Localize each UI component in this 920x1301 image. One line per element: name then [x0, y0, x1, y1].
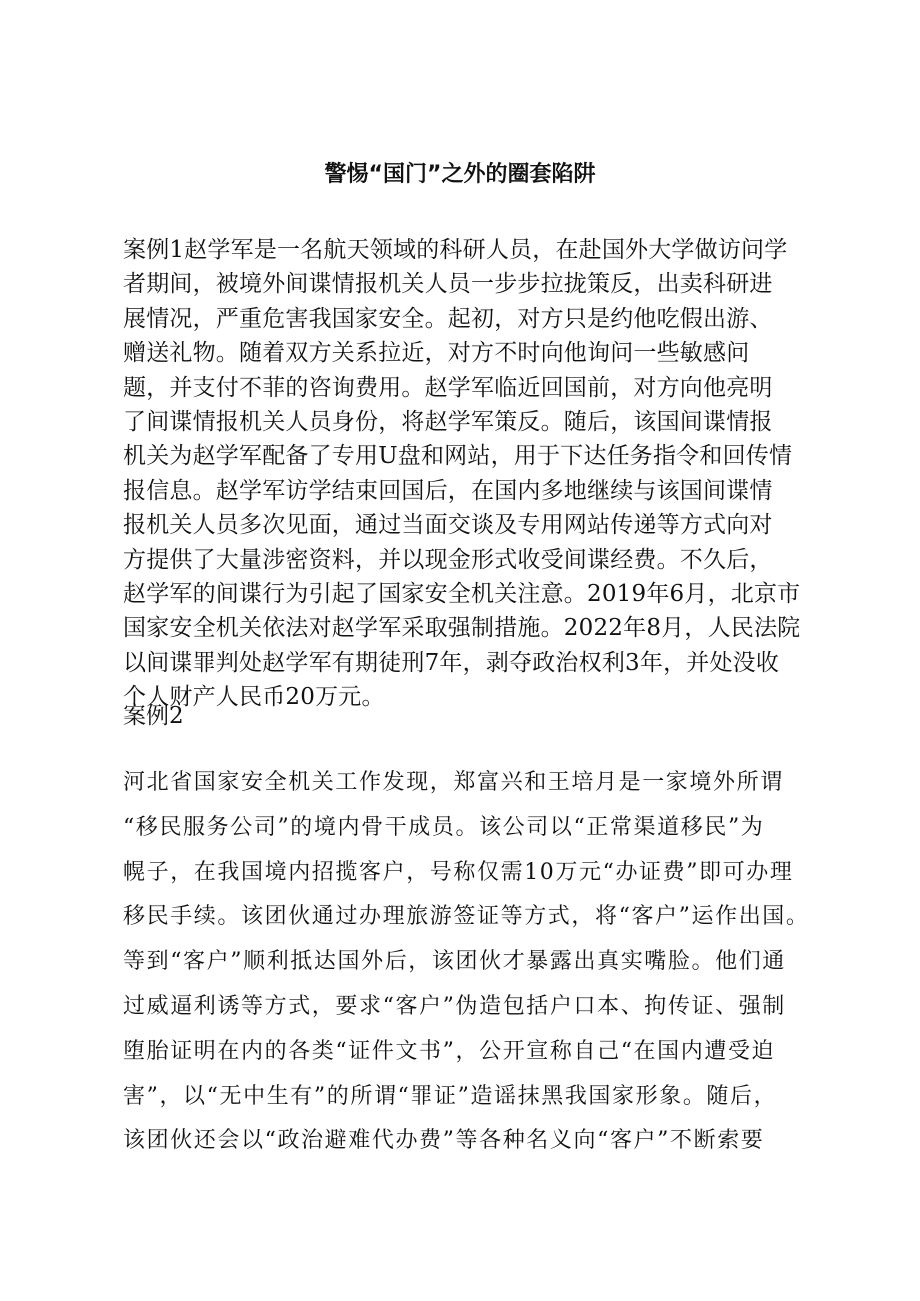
case1-line: 展情况，严重危害我国家安全。起初，对方只是约他吃假出游、 — [123, 305, 773, 332]
case1-line: 赠送礼物。随着双方关系拉近，对方不时向他询问一些敏感问 — [123, 340, 750, 367]
case2-line: 幌子，在我国境内招揽客户，号称仅需10万元“办证费”即可办理 — [123, 859, 794, 885]
case2-heading: 案例2 — [123, 703, 184, 729]
case1-line: 报机关人员多次见面，通过当面交谈及专用网站传递等方式向对 — [123, 512, 773, 539]
case1-line: 国家安全机关依法对赵学军采取强制措施。2022年8月，人民法院 — [123, 615, 801, 642]
case1-line: 赵学军的间谍行为引起了国家安全机关注意。2019年6月，北京市 — [123, 581, 801, 608]
case1-line: 机关为赵学军配备了专用U盘和网站，用于下达任务指令和回传情 — [123, 443, 793, 470]
case2-line: 过威逼利诱等方式，要求“客户”伪造包括户口本、拘传证、强制 — [123, 993, 786, 1019]
case1-line: 案例1赵学军是一名航天领域的科研人员，在赴国外大学做访问学 — [123, 237, 788, 263]
case1-line: 个人财产人民币20万元。 — [123, 684, 385, 711]
document-title: 警惕“国门”之外的圈套陷阱 — [324, 162, 596, 187]
case1-line: 方提供了大量涉密资料，并以现金形式收受间谍经费。不久后， — [123, 546, 773, 573]
case2-line: “移民服务公司”的境内骨干成员。该公司以“正常渠道移民”为 — [123, 814, 765, 840]
case1-line: 题，并支付不菲的咨询费用。赵学军临近回国前，对方向他亮明 — [123, 374, 773, 401]
case1-line: 以间谍罪判处赵学军有期徒刑7年，剥夺政治权利3年，并处没收 — [123, 649, 780, 676]
case2-line: 害”，以“无中生有”的所谓“罪证”造谣抹黑我国家形象。随后， — [123, 1083, 778, 1109]
case2-line: 等到“客户”顺利抵达国外后，该团伙才暴露出真实嘴脸。他们通 — [123, 949, 786, 975]
case1-line: 报信息。赵学军访学结束回国后，在国内多地继续与该国间谍情 — [123, 477, 773, 504]
case1-line: 了间谍情报机关人员身份，将赵学军策反。随后，该国间谍情报 — [123, 409, 773, 436]
case1-paragraph — [123, 233, 801, 715]
case1-line: 者期间，被境外间谍情报机关人员一步步拉拢策反，出卖科研进 — [123, 271, 773, 298]
case2-line: 河北省国家安全机关工作发现，郑富兴和王培月是一家境外所谓 — [123, 770, 784, 795]
case2-paragraph — [123, 761, 810, 1164]
case2-line: 移民手续。该团伙通过办理旅游签证等方式，将“客户”运作出国。 — [123, 904, 810, 930]
case2-line: 堕胎证明在内的各类“证件文书”，公开宣称自己“在国内遭受迫 — [123, 1038, 776, 1064]
case2-line: 该团伙还会以“政治避难代办费”等各种名义向“客户”不断索要 — [123, 1128, 765, 1154]
